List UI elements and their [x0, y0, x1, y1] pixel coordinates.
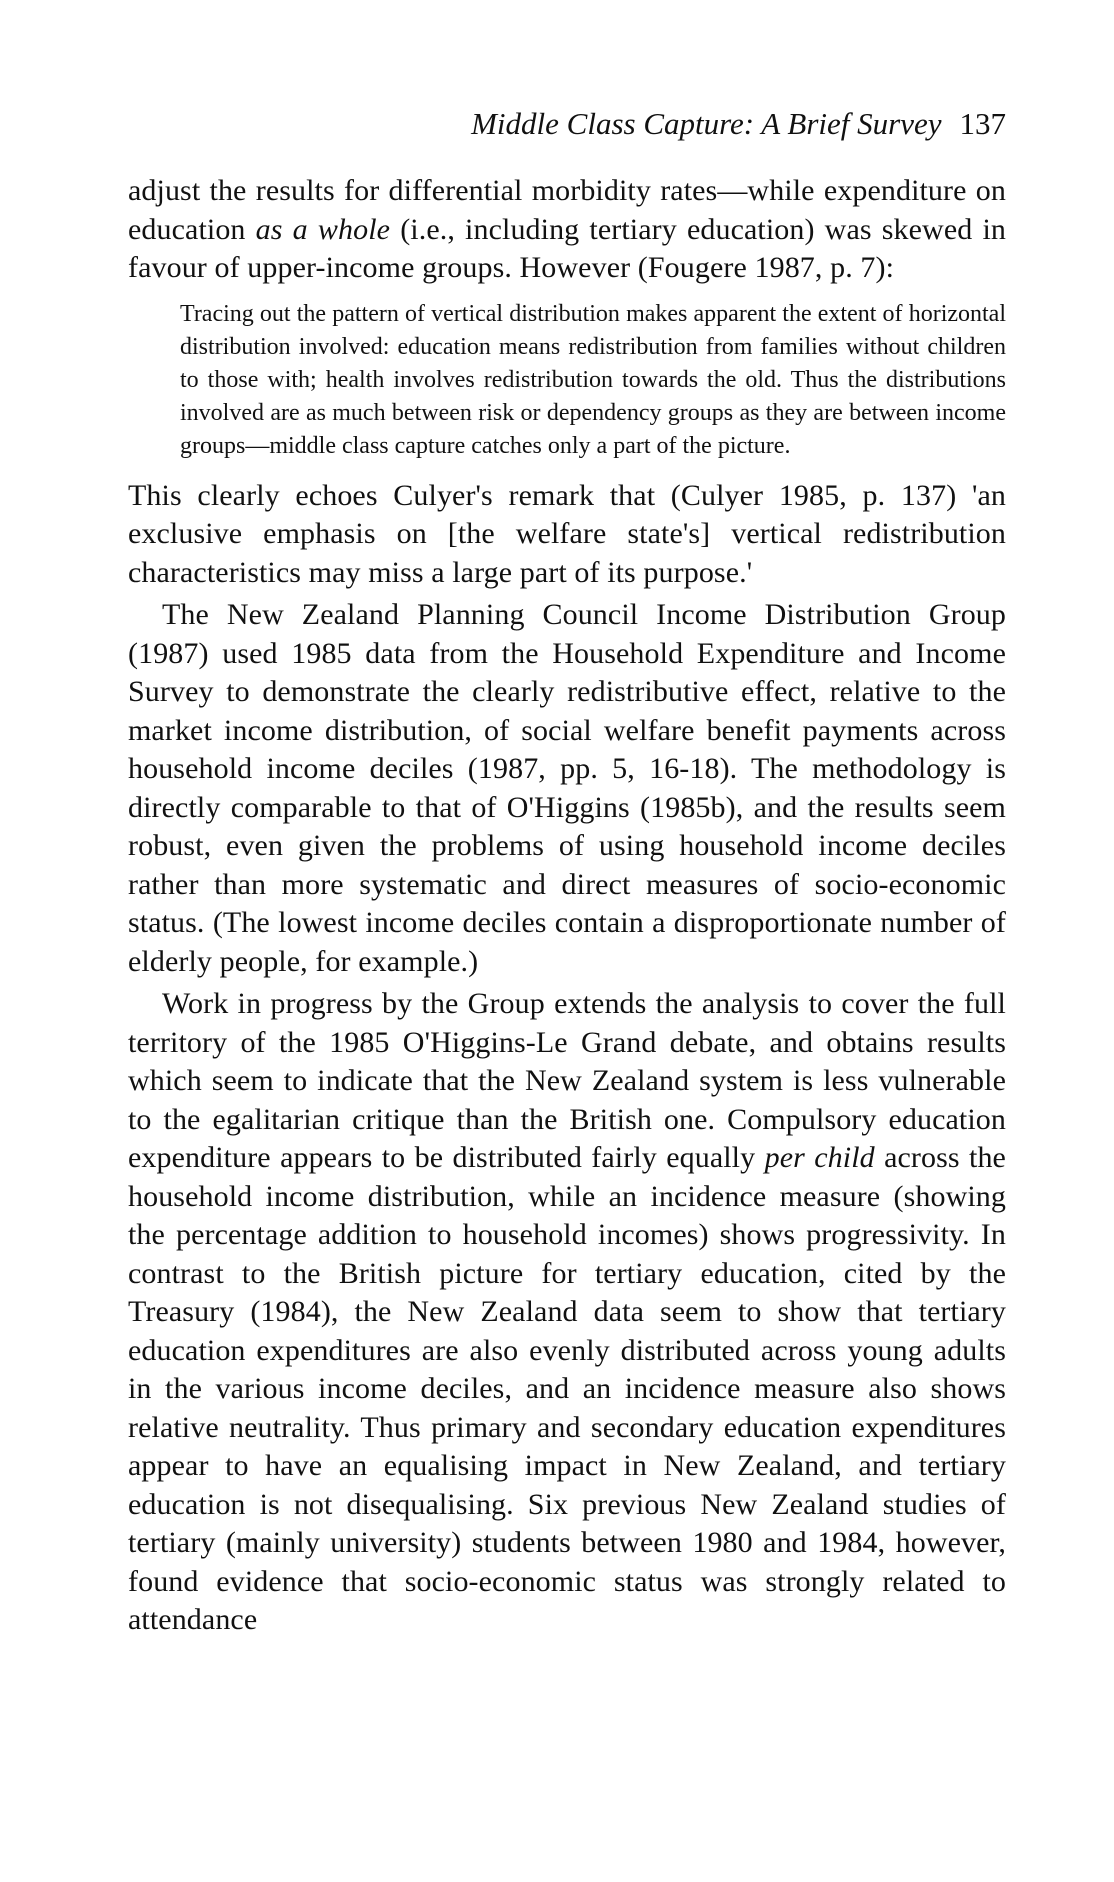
paragraph-text: across the household income distribution, while an incidence measure (showing the percentage addition to household incomes) shows progressivity. In contrast to the British picture for tertiary education, cited by the Treasury (1984), the New Zealand data seem to show that tertiary education expenditures are also evenly distributed across young adults in the various income deciles, and an incidence measure also shows relative neutrality. Thus primary and secondary education expenditures appear to have an equalising impact in New Zealand, and tertiary education is not disequalising. Six previous New Zealand studies of tertiary (mainly university) students between 1980 and 1984, however, found evidence that socio-economic status was strongly related to attendance — [128, 1141, 1006, 1636]
block-quote — [180, 298, 1006, 463]
paragraph-continued — [128, 172, 1006, 288]
paragraph-work-in-progress — [128, 985, 1006, 1640]
running-title: Middle Class Capture: A Brief Survey — [471, 106, 942, 141]
paragraph-planning-council: The New Zealand Planning Council Income Distribution Group (1987) used 1985 data from the Household Expenditure and Income Survey to demonstrate the clearly redistributive effect, relative to the market income distribution, of social welfare benefit payments across household income deciles (1987, pp. 5, 16-18). The methodology is directly comparable to that of O'Higgins (1985b), and the results seem robust, even given the problems of using household income deciles rather than more systematic and direct measures of socio-economic status. (The lowest income deciles contain a disproportionate number of elderly people, for example.) — [128, 598, 1006, 978]
running-header — [128, 100, 1006, 148]
page-number: 137 — [959, 106, 1006, 141]
paragraph-culyer: This clearly echoes Culyer's remark that (Culyer 1985, p. 137) 'an exclusive emphasis on [the welfare state's] vertical redistribution characteristics may miss a large part of its purpose.' — [128, 478, 1006, 589]
paragraph-text: (i.e., including tertiary education) was skewed in favour of upper-income groups. However (Fougere 1987, p. 7): — [128, 212, 1007, 284]
emphasis-text: as a whole — [255, 212, 391, 246]
paragraph-text: Work in progress by the Group extends the analysis to cover the full territory of the 1985 O'Higgins-Le Grand debate, and obtains results which seem to indicate that the New Zealand system is less vulnerable to the egalitarian critique than the British one. Compulsory education expenditure appears to be distributed fairly equally — [128, 987, 1006, 1174]
paragraph-text: adjust the results for differential morbidity rates—while expenditure on education — [128, 174, 1006, 246]
book-page — [128, 100, 1006, 1640]
quote-text: Tracing out the pattern of vertical distribution makes apparent the extent of horizontal distribution involved: education means redistribution from families without children to those with; health involves redistribution towards the old. Thus the distributions involved are as much between risk or dependency groups as they are between income groups—middle class capture catches only a part of the picture. — [180, 300, 1006, 459]
emphasis-text: per child — [764, 1141, 875, 1174]
